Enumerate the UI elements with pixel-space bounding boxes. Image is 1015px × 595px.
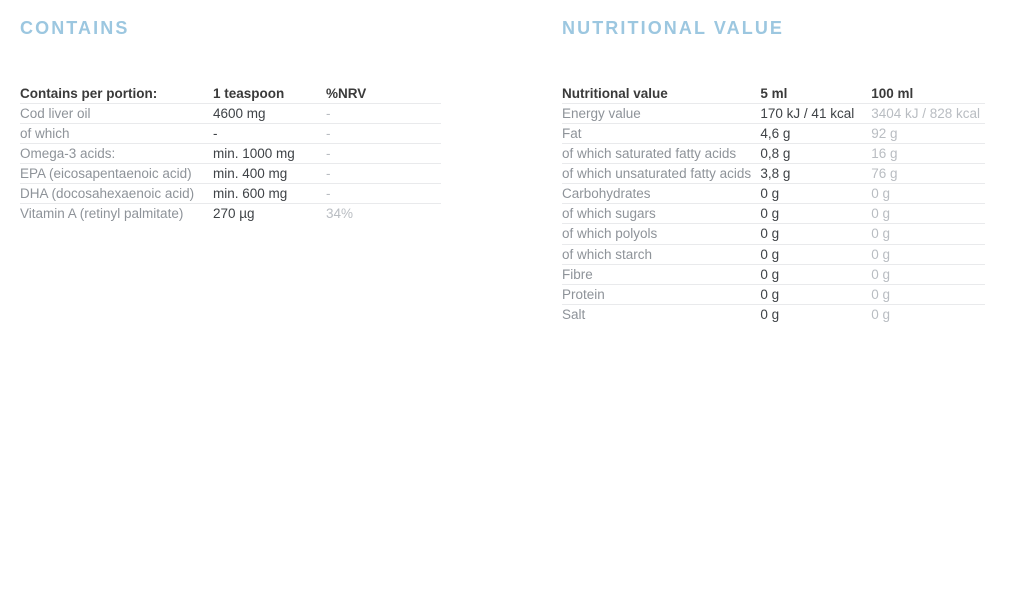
row-value-nrv: - xyxy=(326,103,441,123)
row-value-100ml: 76 g xyxy=(871,164,985,184)
row-value-5ml: 0 g xyxy=(760,264,871,284)
table-row xyxy=(562,305,985,325)
row-value-5ml: 0 g xyxy=(760,244,871,264)
row-value-nrv: - xyxy=(326,123,441,143)
nutritional-value-section xyxy=(562,0,1015,595)
table-header-row xyxy=(562,85,985,103)
row-value-portion: - xyxy=(213,123,326,143)
table-row xyxy=(562,103,985,123)
column-header-nrv: %NRV xyxy=(326,86,367,101)
row-value-100ml: 0 g xyxy=(871,244,985,264)
row-label: Fibre xyxy=(562,264,760,284)
row-value-nrv: 34% xyxy=(326,204,441,224)
row-value-100ml: 0 g xyxy=(871,204,985,224)
row-value-nrv: - xyxy=(326,143,441,163)
row-label: of which starch xyxy=(562,244,760,264)
contains-table xyxy=(20,85,441,223)
table-row xyxy=(20,123,441,143)
table-row xyxy=(562,224,985,244)
table-row xyxy=(20,103,441,123)
column-header-label: Contains per portion: xyxy=(20,86,158,101)
column-header-portion: 1 teaspoon xyxy=(213,86,285,101)
row-value-100ml: 16 g xyxy=(871,143,985,163)
row-value-100ml: 0 g xyxy=(871,184,985,204)
row-label: of which xyxy=(20,123,213,143)
row-value-5ml: 0 g xyxy=(760,305,871,325)
row-label: Cod liver oil xyxy=(20,103,213,123)
table-row xyxy=(562,123,985,143)
row-label: Vitamin A (retinyl palmitate) xyxy=(20,204,213,224)
column-header-100ml: 100 ml xyxy=(871,86,914,101)
row-label: Protein xyxy=(562,284,760,304)
row-value-portion: min. 400 mg xyxy=(213,164,326,184)
table-row xyxy=(562,143,985,163)
nutritional-value-table xyxy=(562,85,985,324)
table-row xyxy=(562,244,985,264)
row-label: of which sugars xyxy=(562,204,760,224)
row-value-100ml: 0 g xyxy=(871,284,985,304)
table-row xyxy=(20,184,441,204)
row-value-100ml: 92 g xyxy=(871,123,985,143)
row-label: Carbohydrates xyxy=(562,184,760,204)
row-value-nrv: - xyxy=(326,184,441,204)
row-label: Salt xyxy=(562,305,760,325)
row-value-nrv: - xyxy=(326,164,441,184)
row-value-5ml: 0 g xyxy=(760,204,871,224)
row-value-100ml: 0 g xyxy=(871,224,985,244)
row-value-5ml: 0 g xyxy=(760,184,871,204)
row-value-5ml: 3,8 g xyxy=(760,164,871,184)
table-row xyxy=(562,264,985,284)
nutritional-value-section-title: NUTRITIONAL VALUE xyxy=(562,18,785,38)
row-value-portion: 4600 mg xyxy=(213,103,326,123)
row-value-5ml: 0,8 g xyxy=(760,143,871,163)
row-value-100ml: 3404 kJ / 828 kcal xyxy=(871,103,985,123)
contains-section-title: CONTAINS xyxy=(20,18,130,38)
row-label: of which saturated fatty acids xyxy=(562,143,760,163)
row-value-portion: 270 µg xyxy=(213,204,326,224)
table-row xyxy=(562,204,985,224)
column-header-5ml: 5 ml xyxy=(760,86,788,101)
row-value-5ml: 0 g xyxy=(760,224,871,244)
row-value-5ml: 170 kJ / 41 kcal xyxy=(760,103,871,123)
table-row xyxy=(20,164,441,184)
table-row xyxy=(562,164,985,184)
row-label: EPA (eicosapentaenoic acid) xyxy=(20,164,213,184)
row-value-5ml: 4,6 g xyxy=(760,123,871,143)
column-header-label: Nutritional value xyxy=(562,86,668,101)
row-label: Energy value xyxy=(562,103,760,123)
row-label: Fat xyxy=(562,123,760,143)
table-row xyxy=(562,184,985,204)
row-label: Omega-3 acids: xyxy=(20,143,213,163)
row-value-5ml: 0 g xyxy=(760,284,871,304)
row-label: DHA (docosahexaenoic acid) xyxy=(20,184,213,204)
row-value-100ml: 0 g xyxy=(871,305,985,325)
table-row xyxy=(562,284,985,304)
row-value-portion: min. 1000 mg xyxy=(213,143,326,163)
table-header-row xyxy=(20,85,441,103)
table-row xyxy=(20,204,441,224)
row-value-100ml: 0 g xyxy=(871,264,985,284)
row-label: of which polyols xyxy=(562,224,760,244)
row-value-portion: min. 600 mg xyxy=(213,184,326,204)
row-label: of which unsaturated fatty acids xyxy=(562,164,760,184)
table-row xyxy=(20,143,441,163)
